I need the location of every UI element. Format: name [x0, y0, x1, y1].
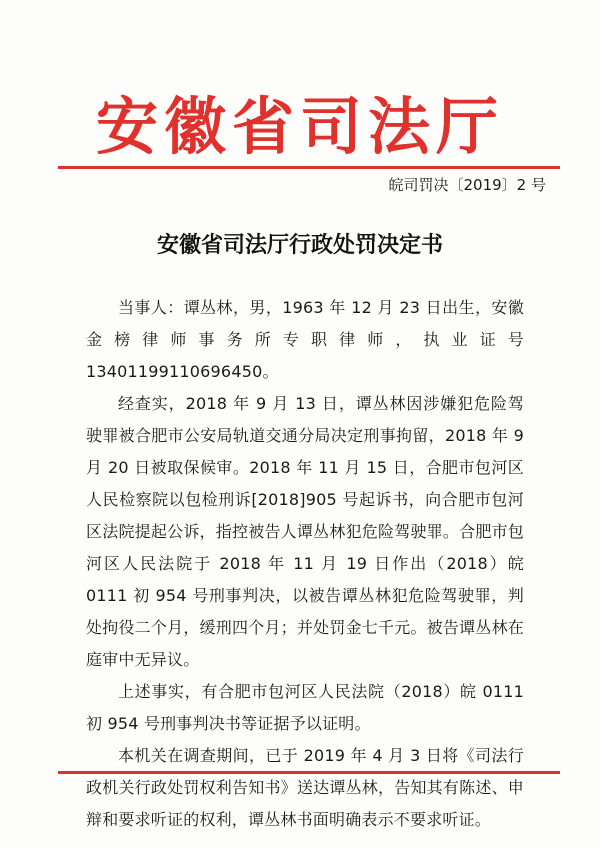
- letterhead-divider-bottom: [58, 771, 560, 774]
- paragraph-evidence: 上述事实，有合肥市包河区人民法院（2018）皖 0111 初 954 号刑事判决书等证据予以证明。: [86, 682, 524, 733]
- agency-letterhead: 安徽省司法厅: [95, 90, 504, 163]
- document-number: 皖司罚决〔2019〕2 号: [388, 176, 546, 194]
- paragraph-facts: 经查实，2018 年 9 月 13 日，谭丛林因涉嫌犯危险驾驶罪被合肥市公安局轨道交通分局决定刑事拘留，2018 年 9 月 20 日被取保候审。2018 年 11 月 15 日，合肥市包河区人民检察院以包检刑诉[2018]905 号起诉书，向合肥市包河区法院提起公诉，指控被告人谭丛林犯危险驾驶罪。合肥市包河区人民法院于 2018 年 11 月 19 日作出（2018）皖 0111 初 954 号刑事判决，以被告谭丛林犯危险驾驶罪，判处拘役二个月，缓刑四个月；并处罚金七千元。被告谭丛林在庭审中无异议。: [86, 394, 524, 669]
- document-title: 安徽省司法厅行政处罚决定书: [156, 233, 443, 258]
- letterhead-divider-top: [58, 166, 560, 169]
- paragraph-party: 当事人：谭丛林，男，1963 年 12 月 23 日出生，安徽金榜律师事务所专职律师，执业证号 13401199110696450。: [86, 298, 524, 381]
- document-body: [86, 292, 524, 836]
- paragraph-notice: 本机关在调查期间，已于 2019 年 4 月 3 日将《司法行政机关行政处罚权利告知书》送达谭丛林，告知其有陈述、申辩和要求听证的权利，谭丛林书面明确表示不要求听证。: [86, 746, 524, 829]
